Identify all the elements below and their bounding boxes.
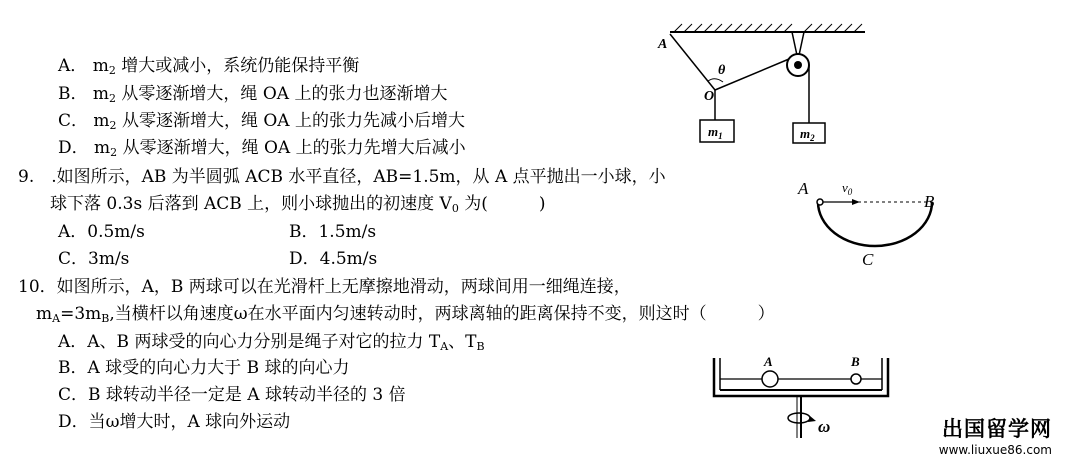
q8-fig-label-o: O bbox=[704, 89, 715, 104]
watermark bbox=[939, 413, 1052, 457]
q10-stem-line2: $m_A=3m_B$,当横杆以角速度ω在水平面内匀速转动时，两球离轴的距离保持不变，则这时（ ） bbox=[36, 304, 775, 325]
q8-fig-label-a: A bbox=[658, 37, 668, 52]
q8-pulley-figure bbox=[650, 20, 870, 155]
q9-option-b: B．1.5m/s bbox=[289, 222, 377, 242]
q10-option-c: C．B 球转动半径一定是 A 球转动半径的 3 倍 bbox=[58, 385, 406, 405]
q10-rotating-rod-figure bbox=[706, 352, 896, 444]
q8-option-c: C． $m_2$ 从零逐渐增大，绳 OA 上的张力先减小后增大 bbox=[58, 111, 465, 132]
q9-fig-label-v0: $v_0$ bbox=[842, 180, 853, 197]
q9-option-a: A．0.5m/s bbox=[58, 222, 145, 242]
q9-stem-line2: 球下落 0.3s 后落到 ACB 上，则小球抛出的初速度 $V_0$ 为( ) bbox=[50, 194, 546, 215]
q9-fig-label-a: A bbox=[798, 179, 809, 198]
q9-stem-line1: 9. .如图所示，AB 为半圆弧 ACB 水平直径，AB=1.5m，从 A 点平抛出一小球，小 bbox=[18, 167, 666, 187]
q8-option-b: B． $m_2$ 从零逐渐增大，绳 OA 上的张力也逐渐增大 bbox=[58, 84, 448, 105]
q10-fig-label-a: A bbox=[764, 354, 773, 369]
q9-fig-label-b: B bbox=[924, 192, 935, 211]
q9-option-d: D．4.5m/s bbox=[289, 249, 378, 269]
q9-semicircle-figure bbox=[790, 170, 950, 270]
q10-option-d: D．当ω增大时，A 球向外运动 bbox=[58, 412, 291, 432]
watermark-title: 出国留学网 bbox=[942, 417, 1052, 441]
q9-fig-label-c: C bbox=[862, 250, 874, 269]
q8-option-a: A． $m_2$ 增大或减小，系统仍能保持平衡 bbox=[58, 56, 360, 77]
q10-fig-label-omega: ω bbox=[818, 417, 831, 436]
q8-fig-label-m2: $m_2$ bbox=[800, 126, 815, 143]
q9-option-c: C．3m/s bbox=[58, 249, 130, 269]
q8-option-d: D． $m_2$ 从零逐渐增大，绳 OA 上的张力先增大后减小 bbox=[58, 138, 466, 159]
q8-fig-label-theta: θ bbox=[718, 63, 726, 78]
q10-fig-label-b: B bbox=[851, 354, 860, 369]
q10-option-b: B．A 球受的向心力大于 B 球的向心力 bbox=[58, 358, 350, 378]
q10-stem-line1: 10．如图所示，A，B 两球可以在光滑杆上无摩擦地滑动，两球间用一细绳连接， bbox=[18, 277, 631, 297]
q10-option-a: A．A、B 两球受的向心力分别是绳子对它的拉力 $T_A$、$T_B$ bbox=[58, 332, 485, 353]
watermark-url: www.liuxue86.com bbox=[938, 443, 1052, 457]
q8-fig-label-m1: $m_1$ bbox=[708, 124, 723, 141]
